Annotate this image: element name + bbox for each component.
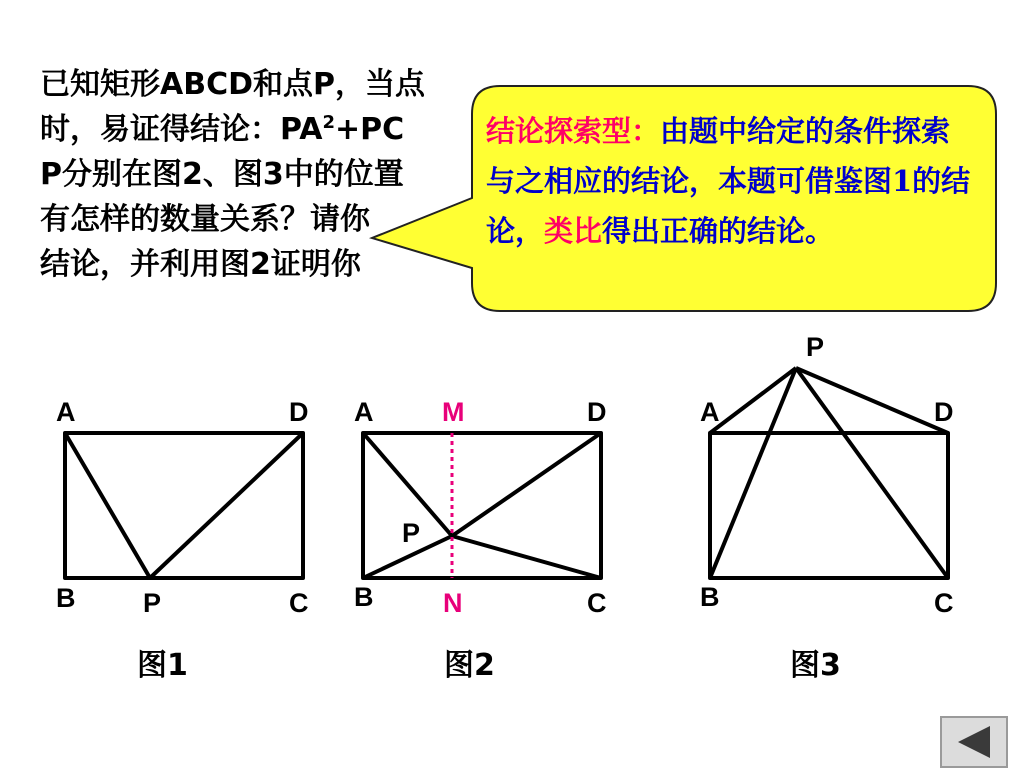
figure-2-caption: 图2 xyxy=(444,648,495,683)
label-c: C xyxy=(587,588,607,618)
callout-body-1: 由题中给定的条件探索与之相应的结论，本题可借鉴图1的结论， xyxy=(486,114,971,248)
figure-3-caption: 图3 xyxy=(790,648,841,683)
label-n: N xyxy=(443,588,463,618)
callout-text xyxy=(486,106,976,256)
callout-colon: ： xyxy=(631,114,661,148)
label-c: C xyxy=(289,588,309,618)
label-d: D xyxy=(587,397,607,427)
problem-line-2-text: 时，易证得结论：PA xyxy=(40,112,323,147)
problem-line-4: 有怎样的数量关系？请你 xyxy=(40,202,370,237)
label-a: A xyxy=(56,397,76,427)
figure-1-caption: 图1 xyxy=(137,648,188,683)
label-b: B xyxy=(354,582,374,612)
callout-label: 结论探索型 xyxy=(486,114,632,148)
label-a: A xyxy=(354,397,374,427)
label-m: M xyxy=(442,397,465,427)
previous-slide-button[interactable] xyxy=(940,716,1008,768)
label-c: C xyxy=(934,588,954,618)
label-p: P xyxy=(806,332,825,362)
callout-highlight: 类比 xyxy=(544,214,603,248)
label-b: B xyxy=(56,583,76,613)
label-a: A xyxy=(700,397,720,427)
problem-line-5: 结论，并利用图2证明你 xyxy=(40,247,361,282)
triangle-left-icon xyxy=(942,718,1006,766)
label-d: D xyxy=(934,397,954,427)
label-p: P xyxy=(143,588,162,618)
problem-line-2-tail: +PC xyxy=(334,112,405,147)
problem-line-1: 已知矩形ABCD和点P，当点 xyxy=(40,67,425,102)
label-d: D xyxy=(289,397,309,427)
superscript: 2 xyxy=(322,112,335,133)
problem-line-3: P分别在图2、图3中的位置 xyxy=(40,157,404,192)
label-b: B xyxy=(700,582,720,612)
callout-body-2: 得出正确的结论。 xyxy=(602,214,835,248)
label-p: P xyxy=(402,518,421,548)
